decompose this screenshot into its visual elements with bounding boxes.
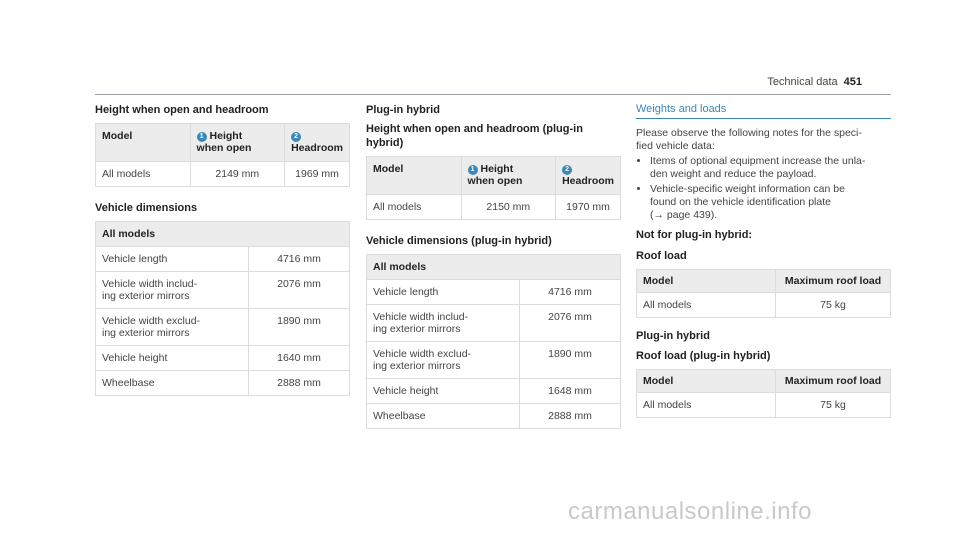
dim-label: Vehicle height bbox=[373, 385, 439, 397]
table-row bbox=[96, 247, 350, 272]
dim-label-cont: ing exterior mirrors bbox=[373, 360, 461, 372]
intro-line: Please observe the following notes for the speci- bbox=[636, 127, 862, 139]
table-row bbox=[367, 342, 621, 379]
cell-height: 2149 mm bbox=[190, 162, 285, 187]
dim-label: Wheelbase bbox=[102, 377, 155, 389]
dim-label: Vehicle width includ- bbox=[373, 311, 469, 323]
callout-2-icon: 2 bbox=[291, 132, 301, 142]
cell-height: 2150 mm bbox=[461, 195, 556, 220]
dim-value: 1640 mm bbox=[249, 346, 350, 371]
dim-label: Vehicle width includ- bbox=[102, 278, 198, 290]
table-row bbox=[96, 309, 350, 346]
bullet-text: den weight and reduce the payload. bbox=[650, 168, 817, 180]
table-row bbox=[367, 379, 621, 404]
height-headroom-plugin-title: Height when open and headroom (plug-in hybrid) bbox=[366, 123, 583, 149]
callout-2-icon: 2 bbox=[562, 165, 572, 175]
col-max-roof-load: Maximum roof load bbox=[776, 370, 891, 393]
weights-loads-title: Weights and loads bbox=[636, 103, 891, 119]
dim-label: Vehicle length bbox=[102, 253, 168, 265]
dim-value: 1890 mm bbox=[520, 342, 621, 379]
callout-1-icon: 1 bbox=[197, 132, 207, 142]
dim-value: 1890 mm bbox=[249, 309, 350, 346]
list-item bbox=[650, 155, 891, 181]
table-row bbox=[96, 346, 350, 371]
dim-value: 2076 mm bbox=[249, 272, 350, 309]
roof-load-table bbox=[636, 269, 891, 318]
col-height-label2: when open bbox=[467, 175, 523, 187]
plugin-hybrid-title: Plug-in hybrid bbox=[636, 330, 710, 342]
col-model: Model bbox=[637, 270, 776, 293]
cell-headroom: 1969 mm bbox=[285, 162, 350, 187]
plugin-hybrid-title: Plug-in hybrid bbox=[366, 104, 440, 116]
page-reference-link[interactable]: (→ page 439). bbox=[650, 209, 718, 221]
middle-column bbox=[366, 100, 621, 429]
intro-text bbox=[636, 127, 891, 153]
col-headroom-label: Headroom bbox=[291, 142, 343, 154]
roof-load-plugin-title: Roof load (plug-in hybrid) bbox=[636, 350, 771, 362]
dim-label: Wheelbase bbox=[373, 410, 426, 422]
cell-model: All models bbox=[637, 293, 776, 318]
col-height-label2: when open bbox=[196, 142, 252, 154]
section-name: Technical data bbox=[767, 76, 838, 88]
col-headroom bbox=[556, 157, 621, 195]
dimensions-table bbox=[95, 221, 350, 396]
left-column bbox=[95, 100, 350, 396]
cell-model: All models bbox=[367, 195, 462, 220]
right-column bbox=[636, 100, 891, 418]
dim-value: 1648 mm bbox=[520, 379, 621, 404]
dim-label: Vehicle width exclud- bbox=[373, 348, 472, 360]
col-max-roof-load: Maximum roof load bbox=[776, 270, 891, 293]
table-row bbox=[96, 272, 350, 309]
table-row bbox=[367, 404, 621, 429]
col-height-open bbox=[461, 157, 556, 195]
bullet-text: Items of optional equipment increase the unla- bbox=[650, 155, 866, 167]
height-headroom-table bbox=[95, 123, 350, 187]
dim-value: 4716 mm bbox=[249, 247, 350, 272]
col-model: Model bbox=[637, 370, 776, 393]
header-rule bbox=[95, 94, 891, 95]
callout-1-icon: 1 bbox=[468, 165, 478, 175]
roof-load-plugin-table bbox=[636, 369, 891, 418]
col-headroom bbox=[285, 124, 350, 162]
height-headroom-plugin-table bbox=[366, 156, 621, 220]
dim-label: Vehicle width exclud- bbox=[102, 315, 201, 327]
dimensions-title: Vehicle dimensions bbox=[95, 202, 198, 214]
table-row bbox=[367, 280, 621, 305]
dim-header: All models bbox=[367, 255, 621, 280]
dim-label-cont: ing exterior mirrors bbox=[102, 327, 190, 339]
dim-value: 2076 mm bbox=[520, 305, 621, 342]
dim-header: All models bbox=[96, 222, 350, 247]
page-number: 451 bbox=[843, 76, 862, 88]
table-row bbox=[367, 305, 621, 342]
col-height-open bbox=[190, 124, 285, 162]
roof-load-title: Roof load bbox=[636, 250, 687, 262]
dim-value: 2888 mm bbox=[249, 371, 350, 396]
dim-label: Vehicle height bbox=[102, 352, 168, 364]
bullet-text: Vehicle-specific weight information can be bbox=[650, 183, 845, 195]
cell-model: All models bbox=[96, 162, 191, 187]
bullet-text: found on the vehicle identification plate bbox=[650, 196, 831, 208]
dim-value: 4716 mm bbox=[520, 280, 621, 305]
dim-label-cont: ing exterior mirrors bbox=[102, 290, 190, 302]
page-header bbox=[767, 76, 862, 88]
intro-line: fied vehicle data: bbox=[636, 140, 715, 152]
cell-roof-load: 75 kg bbox=[776, 293, 891, 318]
table-row bbox=[637, 393, 891, 418]
dim-label: Vehicle length bbox=[373, 286, 439, 298]
dim-label-cont: ing exterior mirrors bbox=[373, 323, 461, 335]
notes-list bbox=[636, 155, 891, 222]
col-headroom-label: Headroom bbox=[562, 175, 614, 187]
watermark: carmanualsonline.info bbox=[568, 498, 812, 525]
cell-roof-load: 75 kg bbox=[776, 393, 891, 418]
height-headroom-title: Height when open and headroom bbox=[95, 104, 269, 116]
list-item bbox=[650, 183, 891, 222]
col-model: Model bbox=[96, 124, 191, 162]
dim-value: 2888 mm bbox=[520, 404, 621, 429]
table-row bbox=[637, 293, 891, 318]
col-model: Model bbox=[367, 157, 462, 195]
dimensions-plugin-title: Vehicle dimensions (plug-in hybrid) bbox=[366, 235, 552, 247]
col-height-label: Height bbox=[209, 130, 243, 142]
col-height-label: Height bbox=[480, 163, 514, 175]
table-row bbox=[96, 371, 350, 396]
cell-headroom: 1970 mm bbox=[556, 195, 621, 220]
not-plugin-title: Not for plug-in hybrid: bbox=[636, 229, 753, 241]
dimensions-plugin-table bbox=[366, 254, 621, 429]
cell-model: All models bbox=[637, 393, 776, 418]
